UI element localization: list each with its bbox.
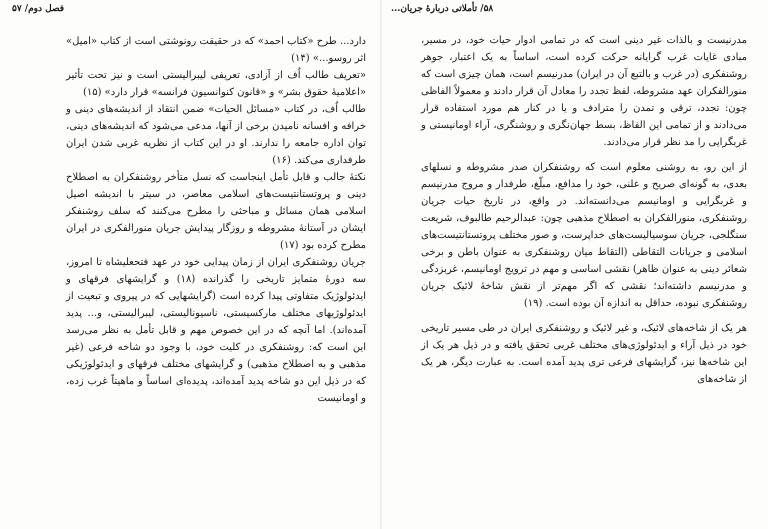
paragraph: جریان روشنفکری ایران از زمان پیدایی خود در عهد فتحعلیشاه تا امروز، سه دورهٔ متمایز تاریخی را گذرانده (۱۸) و گرایشهای فرقهای و ایدئولوژیک متفاوتی پیدا کرده است (گرایشهایی که در پیروی و تبعیت از ایدئولوژیهای مختلف مارکسیستی، ناسیونالیستی، لیبرالیستی، و... پدید آمده‌اند). اما آنچه که در این خصوص مهم و قابل تأمل به نظر می‌رسد این است که: روشنفکری در کلیت خود، با وجود دو شاخه فرعی (غیر مذهبی و به اصطلاح مذهبی) و گرایشهای مختلف فرقهای و ایدئولوژیکی که در ذیل این دو شاخه پدید آمده‌اند، پدیده‌ای اساساً و ماهیتاً غرب زده، و اومانیست (66, 257, 366, 404)
text-column (66, 33, 366, 407)
paragraph: طالب اُف، در کتاب «مسائل الحیات» ضمن انتقاد از اندیشه‌های دینی و خرافه و افسانه نامیدن برخی از آنها، مدعی می‌شود که اندیشه‌های دینی، توان اداره جامعه را ندارند. او در این کتاب از نظریه غربی شدن ایران طرفداری می‌کند. (۱۶) (66, 104, 366, 166)
paragraph: هر یک از شاخه‌های لائیک، و غیر لائیک و روشنفکری ایران در طی مسیر تاریخی خود در ذیل آراء و ایدئولوژی‌های مختلف غربی تحقق یافته و در ذیل هر یک از این شاخه‌ها نیز، گرایشهای فرعی تری پدید آمده است. به عبارت دیگر، هر یک از شاخه‌های (421, 323, 747, 385)
paragraph: مدرنیست و بالذات غیر دینی است که در تمامی ادوار حیات خود، در مسیر، مبادی غایات غرب گرایانه حرکت کرده است، اساساً به یک اعتبار، جوهر روشنفکری (در غرب و بالتبع آن در ایران) مدرنیسم است، همان چیزی است که منورالفکران عهد مشروطه، لفظ تجدد را معادل آن قرار دادند و معمولاً الفاظی چون: تجدد، ترقی و تمدن را مترادف و یا در کنار هم مورد استفاده قرار می‌دادند و از تمامی این الفاظ، بسط جهان‌نگری و روشنگری، آراء اومانیستی و غربگرایی را مد نظر قرار می‌دادند. (421, 35, 747, 148)
page-header: فصل دوم/ ۵۷ (12, 4, 65, 14)
paragraph: نکتهٔ جالب و قابل تأمل اینجاست که نسل متأخر روشنفکران به اصطلاح دینی و پروتستانتیست‌های اسلامی معاصر، در سیتر با اندیشه اصیل اسلامی همان مسائل و مباحثی را مطرح می‌کنند که سلف روشنفکر ایشان در آستانهٔ مشروطه و روزگار پیدایش جریان منورالفکری در ایران مطرح کرده بود (۱۷) (66, 172, 366, 251)
paragraph: دارد... طرح «کتاب احمد» که در حقیقت رونوشتی است از کتاب «امیل» اثر روسو...» (۱۴) (66, 36, 366, 64)
right-page (383, 0, 768, 529)
paragraph: «تعریف طالب اُف از آزادی، تعریفی لیبرالیستی است و نیز تحت تأثیر «اعلامیهٔ حقوق بشر» و «قانون کنوانسیون فرانسه» قرار دارد» (۱۵) (66, 70, 366, 98)
text-column (421, 32, 747, 388)
paragraph: از این رو، به روشنی معلوم است که روشنفکران صدر مشروطه و نسلهای بعدی، به گونه‌ای صریح و علنی، خود را مدافع، مبلّغ، طرفدار و مروج مدرنیسم و غربگرایی و اومانیسم می‌دانسته‌اند. در واقع، در تاریخ حیات جریان روشنفکری، منورالفکران به اصطلاح مذهبی چون: عبدالرحیم طالبوف، شریعت سنگلجی، جریان سوسیالیست‌های خداپرست، و صور مختلف پروتستانتیست‌های اسلامی و جریانات التقاطی (التقاط میان روشنفکری به عنوان باطن و برخی شعائر دینی به عنوان ظاهر) نقشی اساسی و مهم در ترویج اومانیسم، غربزدگی و مدرنیسم داشته‌اند؛ نقشی که اگر مهم‌تر از نقش شاخهٔ لائیک جریان روشنفکری نبوده، حداقل به اندازه آن بوده است. (۱۹) (421, 162, 747, 309)
left-page (0, 0, 383, 529)
page-header: ۵۸/ تأملاتی دربارهٔ جریان... (391, 4, 494, 14)
